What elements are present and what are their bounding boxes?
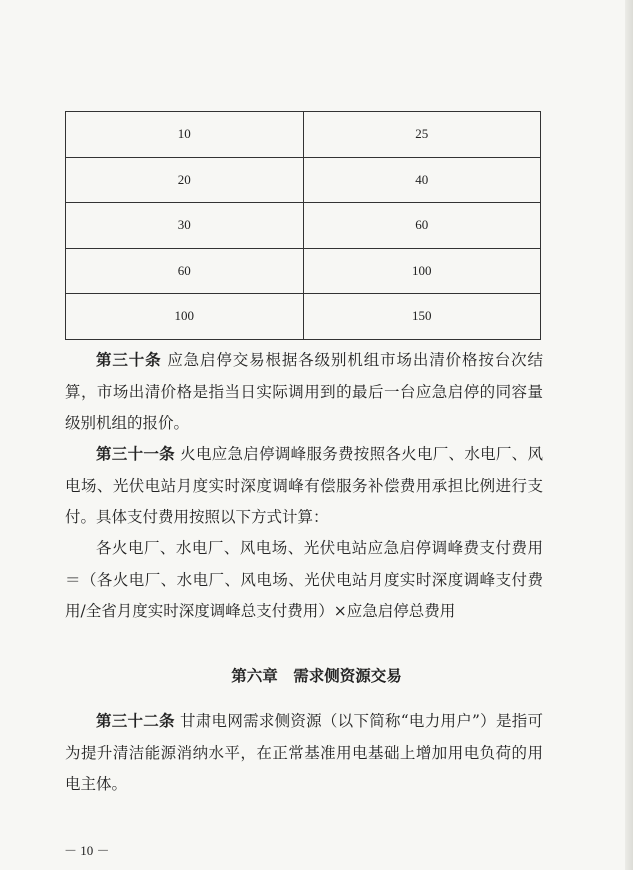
table-row (66, 157, 541, 203)
table-row (66, 248, 541, 294)
table-cell: 40 (303, 157, 541, 203)
page-edge (625, 0, 633, 870)
article-number: 第三十二条 (96, 711, 175, 730)
table-cell: 30 (66, 203, 304, 249)
table-cell: 60 (303, 203, 541, 249)
table-cell: 60 (66, 248, 304, 294)
article-number: 第三十一条 (96, 444, 175, 463)
table-row (66, 203, 541, 249)
page-number: － 10 － (64, 843, 110, 858)
article-31 (65, 438, 543, 534)
chapter-heading: 第六章 需求侧资源交易 (231, 666, 402, 685)
table-cell: 20 (66, 157, 304, 203)
article-text: 火电应急启停调峰服务费按照各火电厂、水电厂、风电场、光伏电站月度实时深度调峰有偿服务补偿费用承担比例进行支付。具体支付费用按照以下方式计算： (65, 445, 543, 526)
formula-paragraph: 各火电厂、水电厂、风电场、光伏电站应急启停调峰费支付费用＝（各火电厂、水电厂、风电场、光伏电站月度实时深度调峰支付费用/全省月度实时深度调峰总支付费用）×应急启停总费用 (65, 539, 543, 620)
article-32 (65, 705, 543, 801)
table-row (66, 112, 541, 158)
table-cell: 25 (303, 112, 541, 158)
article-text: 应急启停交易根据各级别机组市场出清价格按台次结算，市场出清价格是指当日实际调用到的最后一台应急启停的同容量级别机组的报价。 (65, 351, 543, 432)
table-cell: 100 (66, 294, 304, 340)
article-text: 甘肃电网需求侧资源（以下简称“电力用户”）是指可为提升清洁能源消纳水平，在正常基准用电基础上增加用电负荷的用电主体。 (65, 712, 543, 793)
table-cell: 100 (303, 248, 541, 294)
rate-table (65, 111, 541, 340)
article-30 (65, 344, 543, 440)
table-cell: 150 (303, 294, 541, 340)
article-number: 第三十条 (96, 350, 162, 369)
table-row (66, 294, 541, 340)
table-cell: 10 (66, 112, 304, 158)
